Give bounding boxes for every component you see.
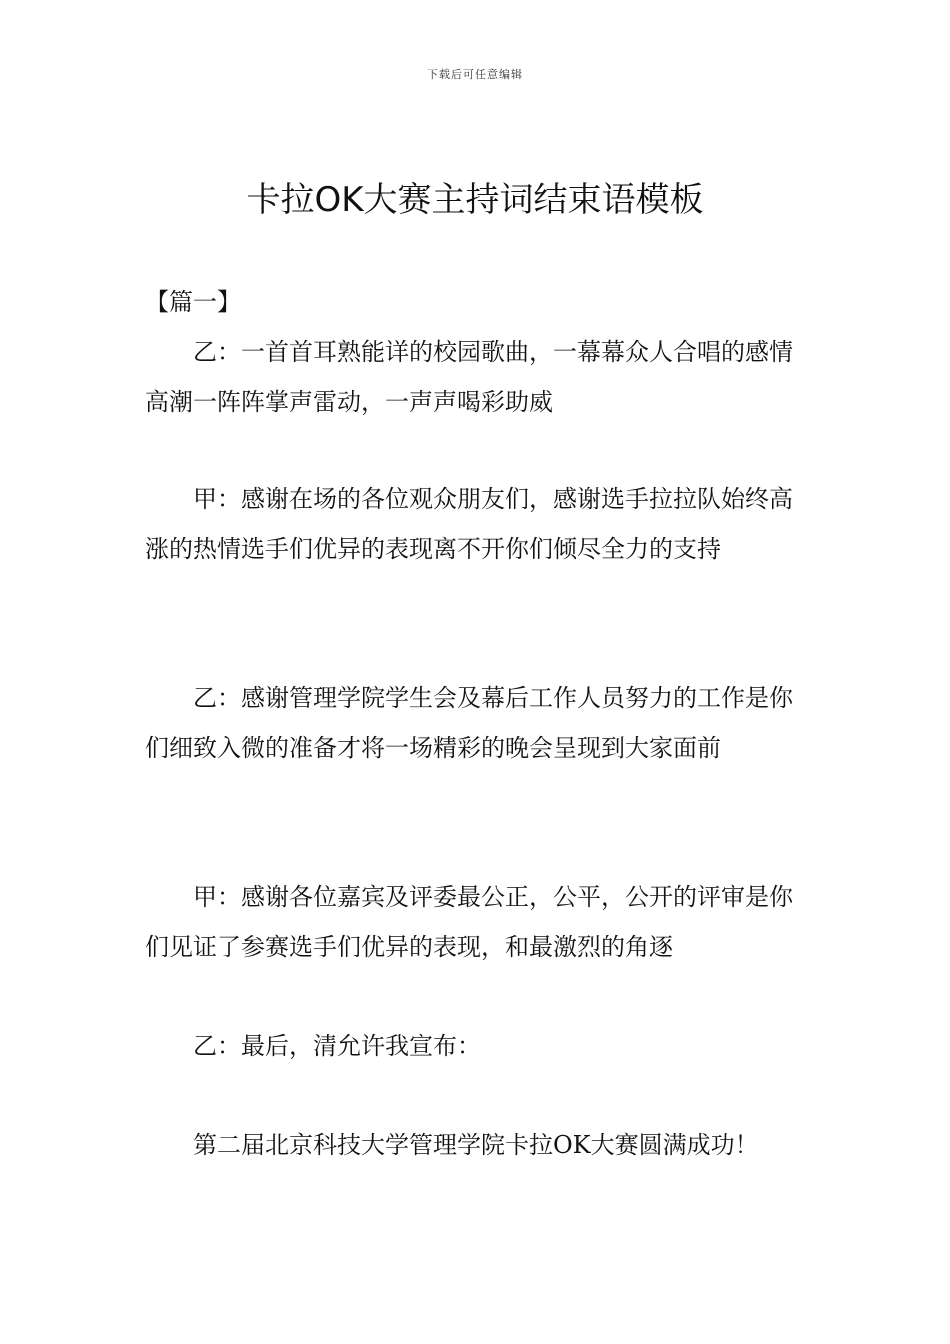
- paragraph-5: 乙：最后，清允许我宣布：: [193, 1032, 481, 1060]
- paragraph-3: 乙：感谢管理学院学生会及幕后工作人员努力的工作是你们细致入微的准备才将一场精彩的晚会呈现到大家面前: [145, 684, 793, 762]
- paragraph-1: 乙：一首首耳熟能详的校园歌曲，一幕幕众人合唱的感情高潮一阵阵掌声雷动，一声声喝彩助威: [145, 338, 793, 416]
- document-title: 卡拉OK大赛主持词结束语模板: [246, 180, 704, 220]
- header-note: 下载后可任意编辑: [427, 68, 523, 81]
- paragraph-6: 第二届北京科技大学管理学院卡拉OK大赛圆满成功！: [193, 1131, 759, 1159]
- paragraph-2: 甲：感谢在场的各位观众朋友们，感谢选手拉拉队始终高涨的热情选手们优异的表现离不开你们倾尽全力的支持: [145, 485, 793, 563]
- paragraph-4: 甲：感谢各位嘉宾及评委最公正，公平，公开的评审是你们见证了参赛选手们优异的表现，和最激烈的角逐: [145, 883, 793, 961]
- section-label: 【篇一】: [145, 288, 241, 316]
